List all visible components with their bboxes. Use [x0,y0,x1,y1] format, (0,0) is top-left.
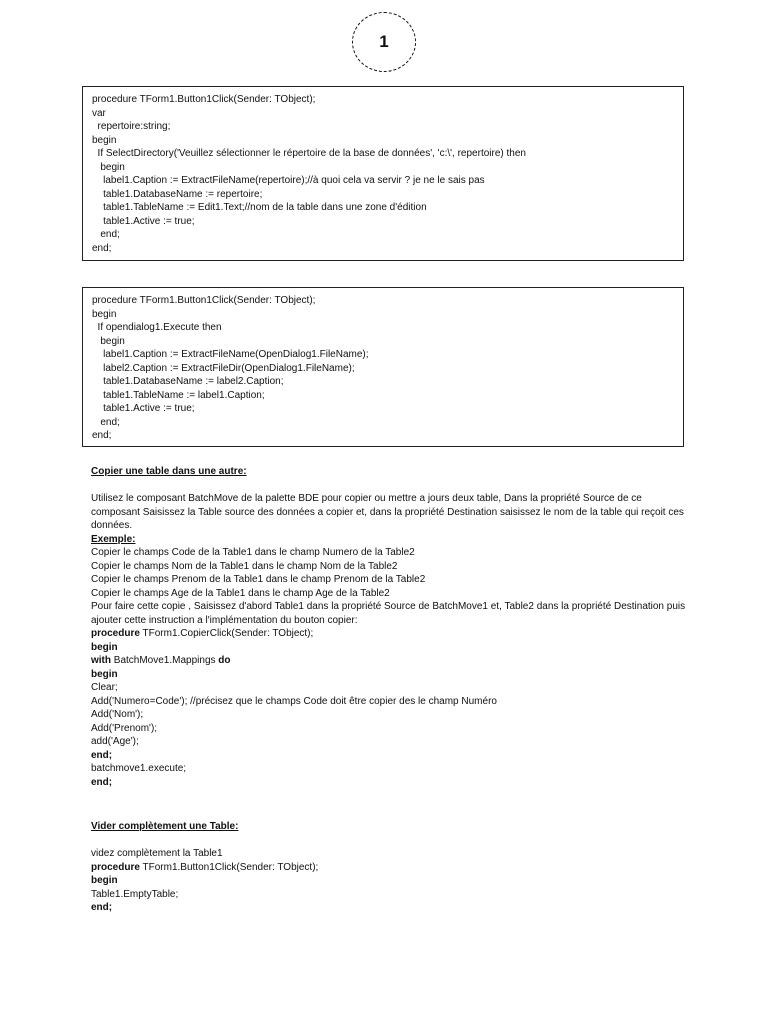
keyword: procedure [91,628,140,639]
section-empty-table [91,820,691,915]
code-line: Add('Numero=Code'); //précisez que le champs Code doit être copier des le champ Numéro [91,695,497,707]
keyword: do [218,655,231,666]
page-number: 1 [379,32,389,51]
code-line: Clear; [91,682,118,693]
example-line: Copier le champs Nom de la Table1 dans le champ Nom de la Table2 [91,560,398,572]
example-line: Copier le champs Age de la Table1 dans le champ Age de la Table2 [91,587,390,599]
code-line [91,627,691,641]
code-line: procedure TForm1.Button1Click(Sender: TObject); [92,94,316,105]
code-line: end; [92,229,120,240]
code-line: repertoire:string; [92,121,171,132]
code-line: table1.TableName := label1.Caption; [92,389,265,401]
section-heading: Vider complètement une Table: [91,821,239,832]
code-line: procedure TForm1.Button1Click(Sender: TObject); [92,295,316,306]
code-line: add('Age'); [91,736,139,747]
code-line: var [92,107,106,119]
page-number-badge [352,12,416,72]
keyword: with [91,655,111,666]
keyword: procedure [91,861,140,873]
code-line: begin [91,875,118,886]
code-line: Add('Nom'); [91,709,144,720]
code-line: label1.Caption := ExtractFileName(OpenDialog1.FileName); [92,349,369,360]
example-heading: Exemple: [91,533,136,545]
code-line: begin [91,668,118,680]
section-copy-table [91,465,691,789]
code-line [91,654,691,668]
code-line [91,861,691,875]
example-line: Copier le champs Prenom de la Table1 dans le champ Prenom de la Table2 [91,574,426,585]
code-line: label1.Caption := ExtractFileName(repertoire);//à quoi cela va servir ? je ne le sais pas [92,175,485,186]
code-line: end; [92,416,120,428]
example-line: Copier le champs Code de la Table1 dans le champ Numero de la Table2 [91,547,415,558]
section-heading: Copier une table dans une autre: [91,466,247,477]
code-line: Table1.EmptyTable; [91,888,179,900]
instruction-text: Pour faire cette copie , Saisissez d'abord Table1 dans la propriété Source de BatchMove1 et, Table2 dans la propriété Destination puis ajouter cette instruction a l'implémentation du bouton copier: [91,601,686,626]
code-line: end; [91,749,113,761]
code-line: end; [91,776,113,788]
code-text: TForm1.Button1Click(Sender: TObject); [139,861,319,873]
code-line: begin [92,308,117,320]
code-line: begin [92,161,125,173]
code-box-open-dialog [82,287,684,447]
code-line: table1.DatabaseName := repertoire; [92,188,263,200]
code-line: table1.TableName := Edit1.Text;//nom de la table dans une zone d'édition [92,202,427,213]
code-text: TForm1.CopierClick(Sender: TObject); [139,628,314,639]
code-line: If opendialog1.Execute then [92,322,222,333]
code-line: end; [92,242,112,254]
paragraph: Utilisez le composant BatchMove de la palette BDE pour copier ou mettre a jours deux table, Dans la propriété Source de ce composant Saisissez la Table source des données a copier et, dans la propriété Destination saisissez le nom de la table qui reçoit ces données. [91,493,684,531]
code-line: begin [91,641,118,653]
code-line: Add('Prenom'); [91,722,158,734]
code-line: label2.Caption := ExtractFileDir(OpenDialog1.FileName); [92,362,355,374]
code-text: BatchMove1.Mappings [111,655,219,666]
code-line: table1.Active := true; [92,215,195,227]
code-line: batchmove1.execute; [91,763,187,774]
code-line: end; [91,902,113,913]
code-line: table1.Active := true; [92,403,195,414]
code-line: If SelectDirectory('Veuillez sélectionner le répertoire de la base de données', 'c:\', repertoire) then [92,148,526,159]
code-line: end; [92,430,112,441]
code-line: table1.DatabaseName := label2.Caption; [92,376,284,387]
code-line: begin [92,335,125,347]
code-line: begin [92,134,117,146]
code-box-select-directory [82,86,684,261]
intro-text: videz complètement la Table1 [91,848,223,859]
